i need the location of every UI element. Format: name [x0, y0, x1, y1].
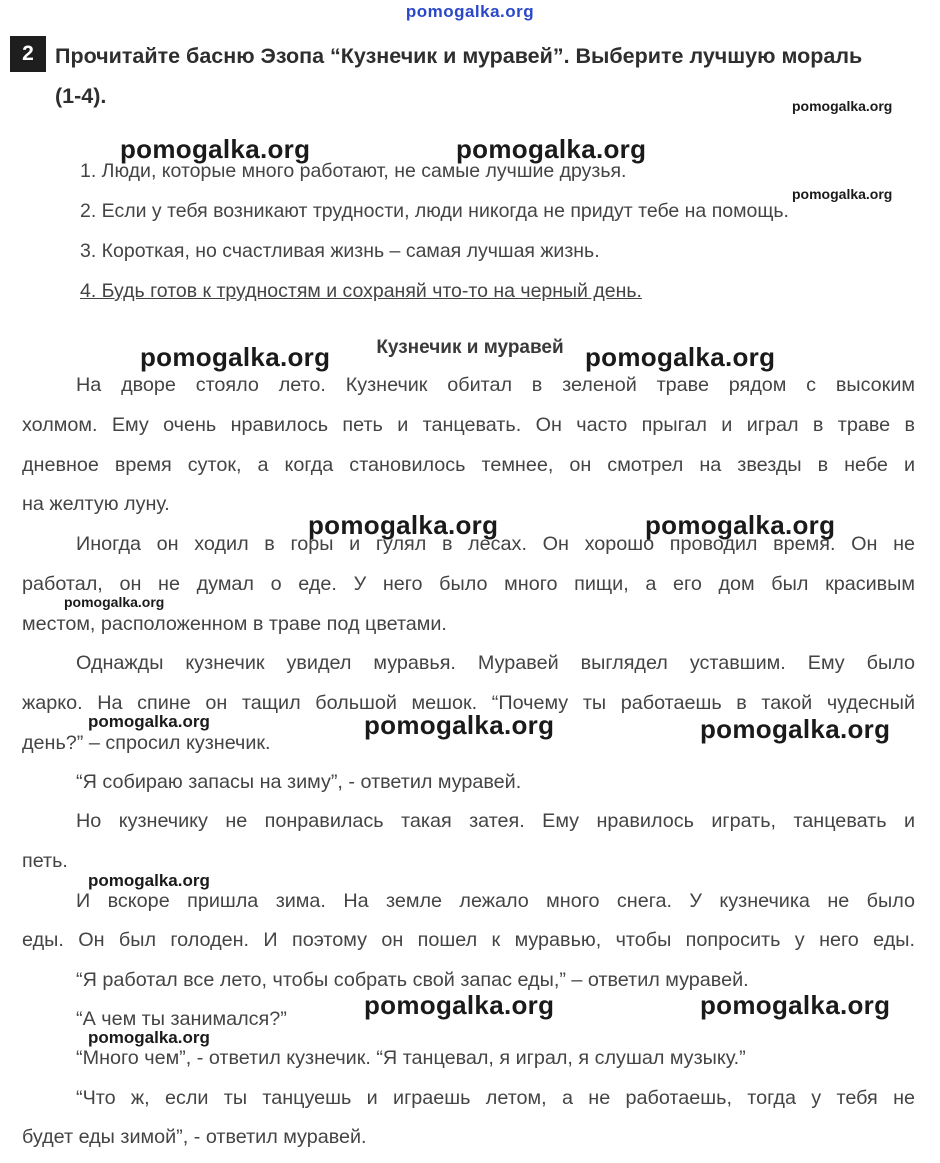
watermark: pomogalka.org — [88, 871, 210, 890]
watermark: pomogalka.org — [645, 510, 836, 540]
watermark: pomogalka.org — [585, 342, 776, 372]
site-header-link[interactable]: pomogalka.org — [405, 2, 535, 21]
fable-line: еды. Он был голоден. И поэтому он пошел к муравью, чтобы попросить у него еды. — [22, 929, 915, 951]
watermark: pomogalka.org — [88, 712, 210, 731]
fable-line: будет еды зимой”, - ответил муравей. — [22, 1126, 367, 1148]
fable-line: дневное время суток, а когда становилось темнее, он смотрел на звезды в небе и — [22, 454, 915, 476]
watermark: pomogalka.org — [120, 134, 311, 164]
fable-line: Иногда он ходил в горы и гулял в лесах. Он хорошо проводил время. Он не — [76, 533, 915, 555]
watermark: pomogalka.org — [140, 342, 331, 372]
fable-line: жарко. На спине он тащил большой мешок. “Почему ты работаешь в такой чудесный — [22, 692, 915, 714]
moral-option-4-selected: 4. Будь готов к трудностям и сохраняй что-то на черный день. — [80, 280, 642, 302]
task-instruction-line-2: (1-4). — [55, 84, 107, 108]
watermark: pomogalka.org — [64, 594, 165, 610]
watermark: pomogalka.org — [792, 186, 893, 202]
watermark: pomogalka.org — [456, 134, 647, 164]
task-instruction — [55, 36, 862, 116]
fable-line: петь. — [22, 850, 68, 872]
moral-option-1: 1. Люди, которые много работают, не самые лучшие друзья. — [80, 160, 627, 182]
fable-line: местом, расположенном в траве под цветами. — [22, 613, 447, 635]
fable-line: на желтую луну. — [22, 493, 170, 515]
fable-line: Однажды кузнечик увидел муравья. Муравей выглядел уставшим. Ему было — [76, 652, 915, 674]
task-number-badge: 2 — [10, 36, 46, 72]
watermark: pomogalka.org — [364, 710, 555, 740]
watermark: pomogalka.org — [792, 98, 893, 114]
fable-line: “Что ж, если ты танцуешь и играешь летом, а не работаешь, тогда у тебя не — [76, 1087, 915, 1109]
task-instruction-line-1: Прочитайте басню Эзопа “Кузнечик и муравей”. Выберите лучшую мораль — [55, 44, 863, 68]
fable-line: “Я работал все лето, чтобы собрать свой запас еды,” – ответил муравей. — [76, 969, 749, 991]
fable-line: работал, он не думал о еде. У него было много пищи, а его дом был красивым — [22, 573, 915, 595]
watermark: pomogalka.org — [700, 714, 891, 744]
fable-title: Кузнечик и муравей — [376, 337, 564, 358]
watermark: pomogalka.org — [88, 1028, 210, 1047]
fable-line: “Я собираю запасы на зиму”, - ответил муравей. — [76, 771, 522, 793]
moral-option-3: 3. Короткая, но счастливая жизнь – самая лучшая жизнь. — [80, 240, 600, 262]
fable-line: день?” – спросил кузнечик. — [22, 732, 271, 754]
fable-line: На дворе стояло лето. Кузнечик обитал в зеленой траве рядом с высоким — [76, 374, 915, 396]
fable-line: “А чем ты занимался?” — [76, 1008, 287, 1030]
watermark: pomogalka.org — [364, 990, 555, 1020]
fable-line: холмом. Ему очень нравилось петь и танцевать. Он часто прыгал и играл в траве в — [22, 414, 915, 436]
fable-line: Но кузнечику не понравилась такая затея. Ему нравилось играть, танцевать и — [76, 810, 915, 832]
watermark: pomogalka.org — [700, 990, 891, 1020]
watermark: pomogalka.org — [308, 510, 499, 540]
fable-line: И вскоре пришла зима. На земле лежало много снега. У кузнечика не было — [76, 890, 915, 912]
fable-line: “Много чем”, - ответил кузнечик. “Я танцевал, я играл, я слушал музыку.” — [76, 1047, 746, 1069]
moral-option-2: 2. Если у тебя возникают трудности, люди никогда не придут тебе на помощь. — [80, 200, 789, 222]
